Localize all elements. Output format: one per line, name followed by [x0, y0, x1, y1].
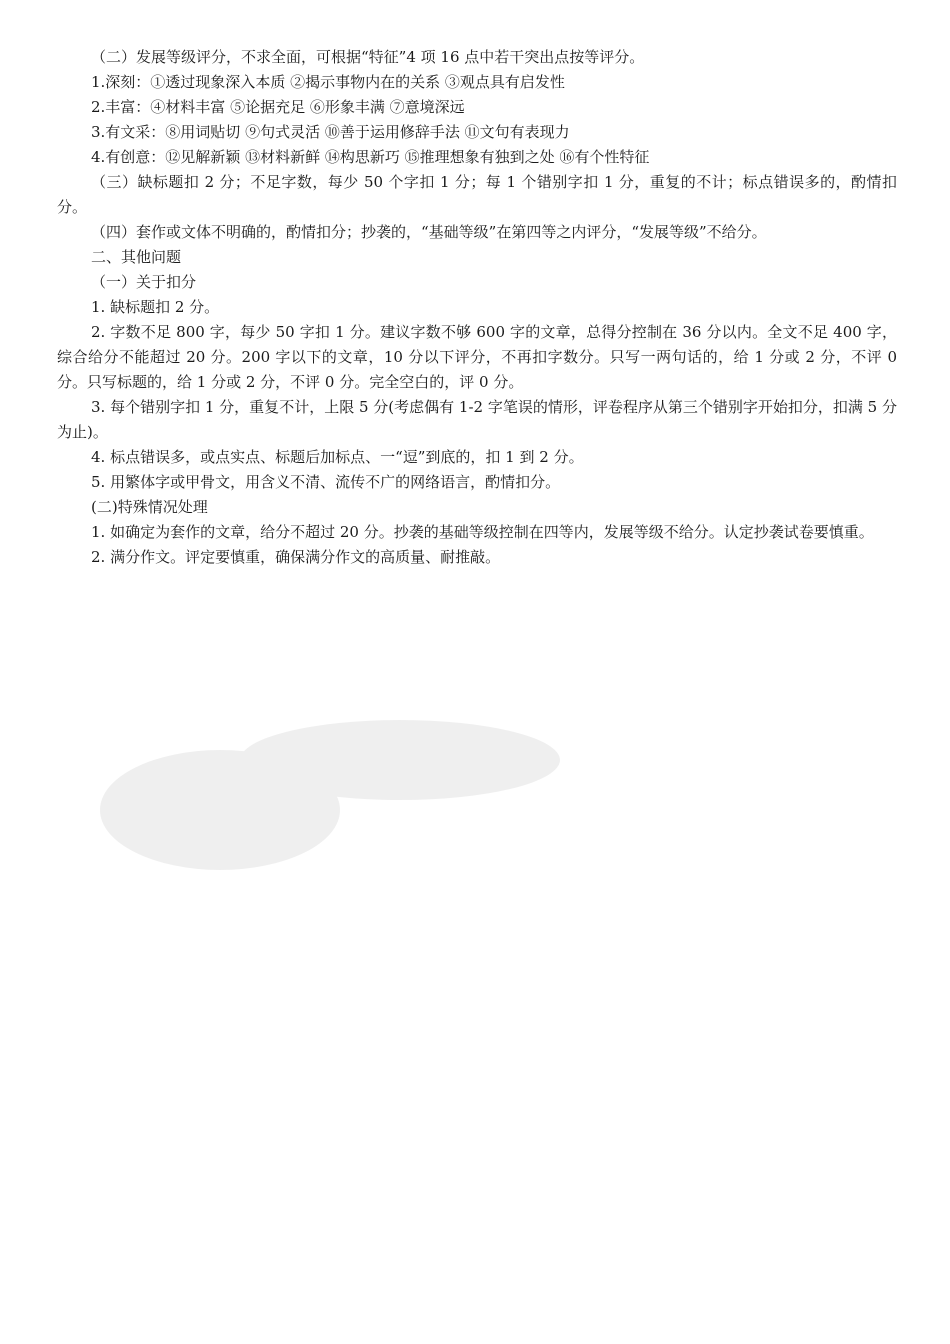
dev-item-richness: 2.丰富：④材料丰富 ⑤论据充足 ⑥形象丰满 ⑦意境深远 [91, 98, 465, 116]
deduction-item-1: 1. 缺标题扣 2 分。 [91, 298, 220, 316]
special-item-2: 2. 满分作文。评定要慎重，确保满分作文的高质量、耐推敲。 [91, 548, 501, 566]
document-body [57, 45, 897, 570]
faint-watermark [70, 690, 590, 890]
section-three-paragraph: （三）缺标题扣 2 分；不足字数，每少 50 个字扣 1 分；每 1 个错别字扣 1 分，重复的不计；标点错误多的，酌情扣分。 [57, 173, 897, 216]
special-item-1: 1. 如确定为套作的文章，给分不超过 20 分。抄袭的基础等级控制在四等内，发展等级不给分。认定抄袭试卷要慎重。 [91, 523, 874, 541]
dev-item-depth: 1.深刻：①透过现象深入本质 ②揭示事物内在的关系 ③观点具有启发性 [91, 73, 565, 91]
special-cases-heading: (二)特殊情况处理 [91, 498, 208, 516]
deduction-item-5: 5. 用繁体字或甲骨文，用含义不清、流传不广的网络语言，酌情扣分。 [91, 473, 561, 491]
section-four-paragraph: （四）套作或文体不明确的，酌情扣分；抄袭的，“基础等级”在第四等之内评分，“发展等级”不给分。 [91, 223, 767, 241]
deduction-item-2: 2. 字数不足 800 字，每少 50 字扣 1 分。建议字数不够 600 字的文章，总得分控制在 36 分以内。全文不足 400 字，综合给分不能超过 20 分。200 字以下的文章，10 分以下评分，不再扣字数分。只写一两句话的，给 1 分或 2 分，不评 0 分。只写标题的，给 1 分或 2 分，不评 0 分。完全空白的，评 0 分。 [57, 323, 897, 391]
deduction-item-4: 4. 标点错误多，或点实点、标题后加标点、一“逗”到底的，扣 1 到 2 分。 [91, 448, 584, 466]
other-issues-heading: 二、其他问题 [91, 248, 182, 266]
deductions-heading: （一）关于扣分 [91, 273, 197, 291]
dev-item-literary-grace: 3.有文采：⑧用词贴切 ⑨句式灵活 ⑩善于运用修辞手法 ⑪文句有表现力 [91, 123, 570, 141]
deduction-item-3: 3. 每个错别字扣 1 分，重复不计，上限 5 分(考虑偶有 1-2 字笔误的情形，评卷程序从第三个错别字开始扣分，扣满 5 分为止)。 [57, 398, 897, 441]
dev-level-heading: （二）发展等级评分，不求全面，可根据“特征”4 项 16 点中若干突出点按等评分。 [91, 48, 645, 66]
dev-item-creativity: 4.有创意：⑫见解新颖 ⑬材料新鲜 ⑭构思新巧 ⑮推理想象有独到之处 ⑯有个性特征 [91, 148, 650, 166]
